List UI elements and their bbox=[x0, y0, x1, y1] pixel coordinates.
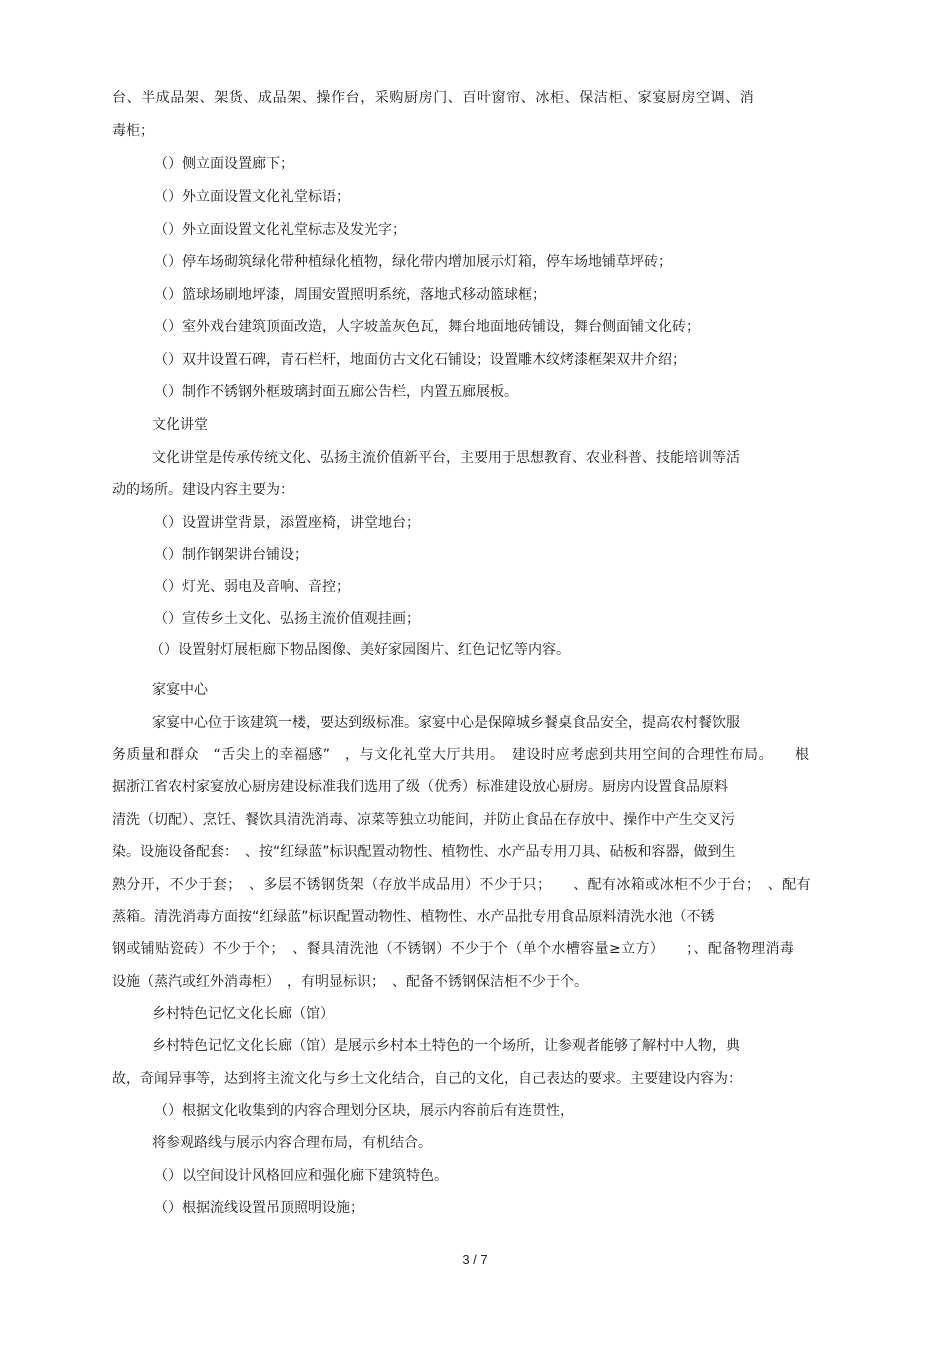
text-line: 钢或铺贴瓷砖）不少于个； 、餐具清洗池（不锈钢）不少于个（单个水槽容量≥立方） ；、配备物理消毒 bbox=[112, 941, 795, 957]
text-line: 务质量和群众 “舌尖上的幸福感” ，与文化礼堂大厅共用。 建设时应考虑到共用空间的合理性布局。 根 bbox=[112, 747, 810, 763]
list-item: （）制作不锈钢外框玻璃封面五廊公告栏，内置五廊展板。 bbox=[154, 384, 518, 400]
text-line: 故，奇闻异事等，达到将主流文化与乡土文化结合，自己的文化，自己表达的要求。主要建设内容为： bbox=[112, 1071, 742, 1087]
list-item: （）外立面设置文化礼堂标志及发光字； bbox=[154, 222, 406, 238]
list-item: （）设置射灯展柜廊下物品图像、美好家园图片、红色记忆等内容。 bbox=[150, 642, 570, 658]
text-line: 设施（蒸汽或红外消毒柜） ，有明显标识； 、配备不锈钢保洁柜不少于个。 bbox=[112, 974, 588, 990]
list-item: （）设置讲堂背景，添置座椅，讲堂地台； bbox=[154, 515, 420, 531]
text-line: 乡村特色记忆文化长廊（馆）是展示乡村本土特色的一个场所，让参观者能够了解村中人物，典 bbox=[152, 1038, 740, 1054]
text-line: 据浙江省农村家宴放心厨房建设标准我们选用了级（优秀）标准建设放心厨房。厨房内设置食品原料 bbox=[112, 779, 728, 795]
text-line: 毒柜； bbox=[112, 123, 154, 139]
text-line: 清洗（切配）、烹饪、餐饮具清洗消毒、凉菜等独立功能间，并防止食品在存放中、操作中产生交叉污 bbox=[112, 812, 735, 828]
text-line: 台、半成品架、架货、成品架、操作台，采购厨房门、百叶窗帘、冰柜、保洁柜、家宴厨房空调、消 bbox=[112, 90, 755, 106]
section-heading: 文化讲堂 bbox=[152, 417, 208, 433]
text-line: 文化讲堂是传承传统文化、弘扬主流价值新平台，主要用于思想教育、农业科普、技能培训等活 bbox=[152, 450, 740, 466]
list-item: （）制作钢架讲台铺设； bbox=[154, 547, 308, 563]
list-item: （）宣传乡土文化、弘扬主流价值观挂画； bbox=[154, 611, 420, 627]
text-line: 蒸箱。清洗消毒方面按“红绿蓝”标识配置动物性、植物性、水产品批专用食品原料清洗水池（不锈 bbox=[112, 909, 715, 925]
list-item: （）外立面设置文化礼堂标语； bbox=[154, 189, 350, 205]
page-number: 3 / 7 bbox=[462, 1252, 488, 1267]
text-line: 熟分开，不少于套； 、多层不锈钢货架（存放半成品用）不少于只； 、配有冰箱或冰柜不少于台； 、配有 bbox=[112, 877, 811, 893]
list-item: （）以空间设计风格回应和强化廊下建筑特色。 bbox=[154, 1168, 448, 1184]
list-item: （）停车场砌筑绿化带种植绿化植物，绿化带内增加展示灯箱，停车场地铺草坪砖； bbox=[154, 254, 672, 270]
section-heading: 乡村特色记忆文化长廊（馆） bbox=[152, 1006, 334, 1022]
list-item: （）侧立面设置廊下； bbox=[154, 156, 294, 172]
text-line: 家宴中心位于该建筑一楼，要达到级标准。家宴中心是保障城乡餐桌食品安全，提高农村餐饮服 bbox=[152, 715, 740, 731]
list-item: （）双井设置石碑，青石栏杆，地面仿古文化石铺设；设置雕木纹烤漆框架双井介绍； bbox=[154, 352, 686, 368]
section-heading: 家宴中心 bbox=[152, 682, 208, 698]
text-line: 动的场所。建设内容主要为： bbox=[112, 482, 294, 498]
list-item: （）根据流线设置吊顶照明设施； bbox=[154, 1200, 364, 1216]
list-item: （）篮球场刷地坪漆，周围安置照明系统，落地式移动篮球框； bbox=[154, 287, 546, 303]
list-item: （）室外戏台建筑顶面改造，人字坡盖灰色瓦，舞台地面地砖铺设，舞台侧面铺文化砖； bbox=[154, 319, 700, 335]
text-line: 染。设施设备配套： 、按“红绿蓝”标识配置动物性、植物性、水产品专用刀具、砧板和容器，做到生 bbox=[112, 844, 736, 860]
list-item: （）灯光、弱电及音响、音控； bbox=[154, 579, 350, 595]
list-item: （）根据文化收集到的内容合理划分区块，展示内容前后有连贯性， bbox=[154, 1103, 574, 1119]
text-line: 将参观路线与展示内容合理布局，有机结合。 bbox=[152, 1135, 432, 1151]
